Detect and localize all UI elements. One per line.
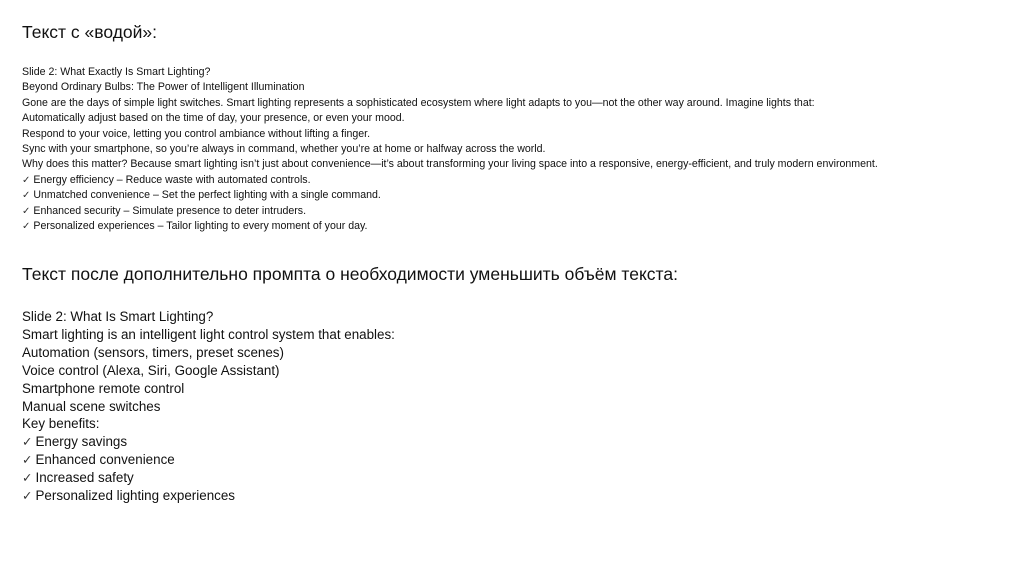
text-line	[22, 415, 395, 433]
line-text: Sync with your smartphone, so you’re always in command, whether you’re at home or halfway across the world.	[22, 143, 546, 156]
benefit-item	[22, 469, 395, 487]
check-mark-icon: ✓	[22, 205, 31, 217]
check-mark-icon: ✓	[22, 452, 33, 468]
benefit-item	[22, 173, 878, 188]
text-line	[22, 362, 395, 380]
benefit-text: Energy efficiency – Reduce waste with automated controls.	[33, 173, 311, 186]
benefit-text: Energy savings	[35, 434, 128, 450]
text-line	[22, 65, 878, 80]
line-text: Automatically adjust based on the time of day, your presence, or even your mood.	[22, 112, 405, 125]
check-mark-icon: ✓	[22, 190, 31, 202]
benefit-item	[22, 433, 395, 451]
line-text: Slide 2: What Exactly Is Smart Lighting?	[22, 66, 211, 78]
line-text: Key benefits:	[22, 416, 100, 432]
text-line	[22, 80, 878, 95]
line-text: Smartphone remote control	[22, 380, 185, 396]
text-line	[22, 157, 878, 172]
benefit-item	[22, 219, 878, 234]
line-text: Manual scene switches	[22, 398, 161, 414]
text-line	[22, 308, 395, 326]
text-line	[22, 127, 878, 142]
benefit-text: Enhanced convenience	[35, 452, 175, 468]
check-mark-icon: ✓	[22, 434, 33, 450]
benefit-item	[22, 487, 395, 505]
text-line	[22, 96, 878, 111]
benefit-item	[22, 204, 878, 219]
check-mark-icon: ✓	[22, 174, 31, 186]
line-text: Respond to your voice, letting you control ambiance without lifting a finger.	[22, 127, 371, 140]
check-mark-icon: ✓	[22, 488, 33, 504]
benefit-item	[22, 451, 395, 469]
text-line	[22, 326, 395, 344]
benefit-item	[22, 188, 878, 203]
benefit-text: Personalized experiences – Tailor lighting to every moment of your day.	[33, 220, 368, 233]
line-text: Voice control (Alexa, Siri, Google Assistant)	[22, 362, 280, 378]
check-mark-icon: ✓	[22, 470, 33, 486]
line-text: Beyond Ordinary Bulbs: The Power of Intelligent Illumination	[22, 81, 305, 94]
line-text: Smart lighting is an intelligent light control system that enables:	[22, 326, 395, 342]
text-line	[22, 344, 395, 362]
text-line	[22, 398, 395, 416]
benefit-text: Enhanced security – Simulate presence to deter intruders.	[33, 204, 307, 217]
check-mark-icon: ✓	[22, 221, 31, 233]
benefit-text: Personalized lighting experiences	[35, 488, 235, 504]
benefit-text: Unmatched convenience – Set the perfect lighting with a single command.	[33, 189, 381, 202]
line-text: Gone are the days of simple light switches. Smart lighting represents a sophisticated ecosystem where light adapts to you—not the other way around. Imagine lights that:	[22, 96, 815, 109]
line-text: Slide 2: What Is Smart Lighting?	[22, 309, 214, 324]
verbose-text-block	[22, 65, 878, 234]
section-heading-water-text: Текст с «водой»:	[22, 22, 158, 42]
line-text: Why does this matter? Because smart lighting isn’t just about convenience—it’s about transforming your living space into a responsive, energy-efficient, and truly modern environment.	[22, 158, 878, 171]
text-line	[22, 380, 395, 398]
text-line	[22, 111, 878, 126]
reduced-text-block	[22, 308, 395, 505]
text-line	[22, 142, 878, 157]
benefit-text: Increased safety	[35, 470, 134, 486]
line-text: Automation (sensors, timers, preset scenes)	[22, 344, 284, 360]
section-heading-reduced-text: Текст после дополнительно промпта о необходимости уменьшить объём текста:	[22, 264, 678, 284]
